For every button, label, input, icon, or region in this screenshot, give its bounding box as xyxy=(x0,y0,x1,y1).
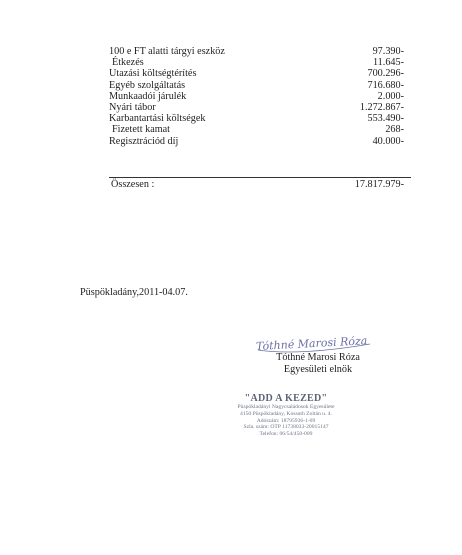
stamp-line: Adószám: 18795936-1-09 xyxy=(256,417,316,424)
expense-amount: 2.000- xyxy=(377,90,404,102)
svg-text:Tóthné Marosi Róza: Tóthné Marosi Róza xyxy=(255,334,368,354)
stamp-line: 4150 Püspökladány, Kossuth Zoltán u. 4. xyxy=(240,410,332,417)
expense-row xyxy=(109,113,404,124)
expense-label: 100 e FT alatti tárgyi eszköz xyxy=(109,46,225,57)
expense-row xyxy=(109,124,404,135)
expense-row xyxy=(109,46,404,57)
expense-row xyxy=(109,91,404,102)
expense-amount: 40.000- xyxy=(372,135,404,147)
expense-label: Egyéb szolgáltatás xyxy=(109,79,186,91)
stamp-line: Szla. szám: OTP 11738033-20015147 xyxy=(243,424,329,431)
stamp-line: Püspökladányi Nagycsaládosok Egyesülete xyxy=(237,404,335,410)
expense-label: Regisztrációd díj xyxy=(109,135,179,147)
expense-label: Étkezés xyxy=(112,57,144,69)
expense-row xyxy=(109,57,404,68)
place-and-date: Püspökladány,2011-04.07. xyxy=(80,287,188,298)
expense-amount: 553.490- xyxy=(367,113,404,125)
organization-stamp xyxy=(222,393,350,438)
expense-row xyxy=(109,68,404,79)
total-label: Összesen : xyxy=(111,179,155,190)
total-divider xyxy=(109,177,411,178)
expense-amount: 716.680- xyxy=(367,79,404,91)
expense-amount: 11.645- xyxy=(372,57,404,69)
expense-amount: 268- xyxy=(385,124,404,136)
signer-title: Egyesületi elnök xyxy=(283,364,353,375)
expense-amount: 97.390- xyxy=(372,46,404,57)
signer-name: Tóthné Marosi Róza xyxy=(276,352,360,363)
expense-label: Karbantartási költségek xyxy=(109,113,206,125)
expense-row xyxy=(109,136,404,147)
expense-label: Munkaadói járulék xyxy=(109,90,187,102)
expense-label: Utazási költségtérítés xyxy=(109,68,197,80)
stamp-line: Telefon: 06/54/450-009 xyxy=(259,431,313,438)
expense-label: Fizetett kamat xyxy=(112,124,170,136)
expense-row xyxy=(109,102,404,113)
expense-amount: 1.272.867- xyxy=(359,101,404,113)
expense-label: Nyári tábor xyxy=(109,101,156,113)
expense-row xyxy=(109,80,404,91)
signer-block xyxy=(248,352,388,376)
total-amount: 17.817.979- xyxy=(354,179,404,190)
expense-amount: 700.296- xyxy=(367,68,404,80)
expense-list xyxy=(109,46,404,147)
stamp-title: "ADD A KEZED" xyxy=(244,393,328,404)
